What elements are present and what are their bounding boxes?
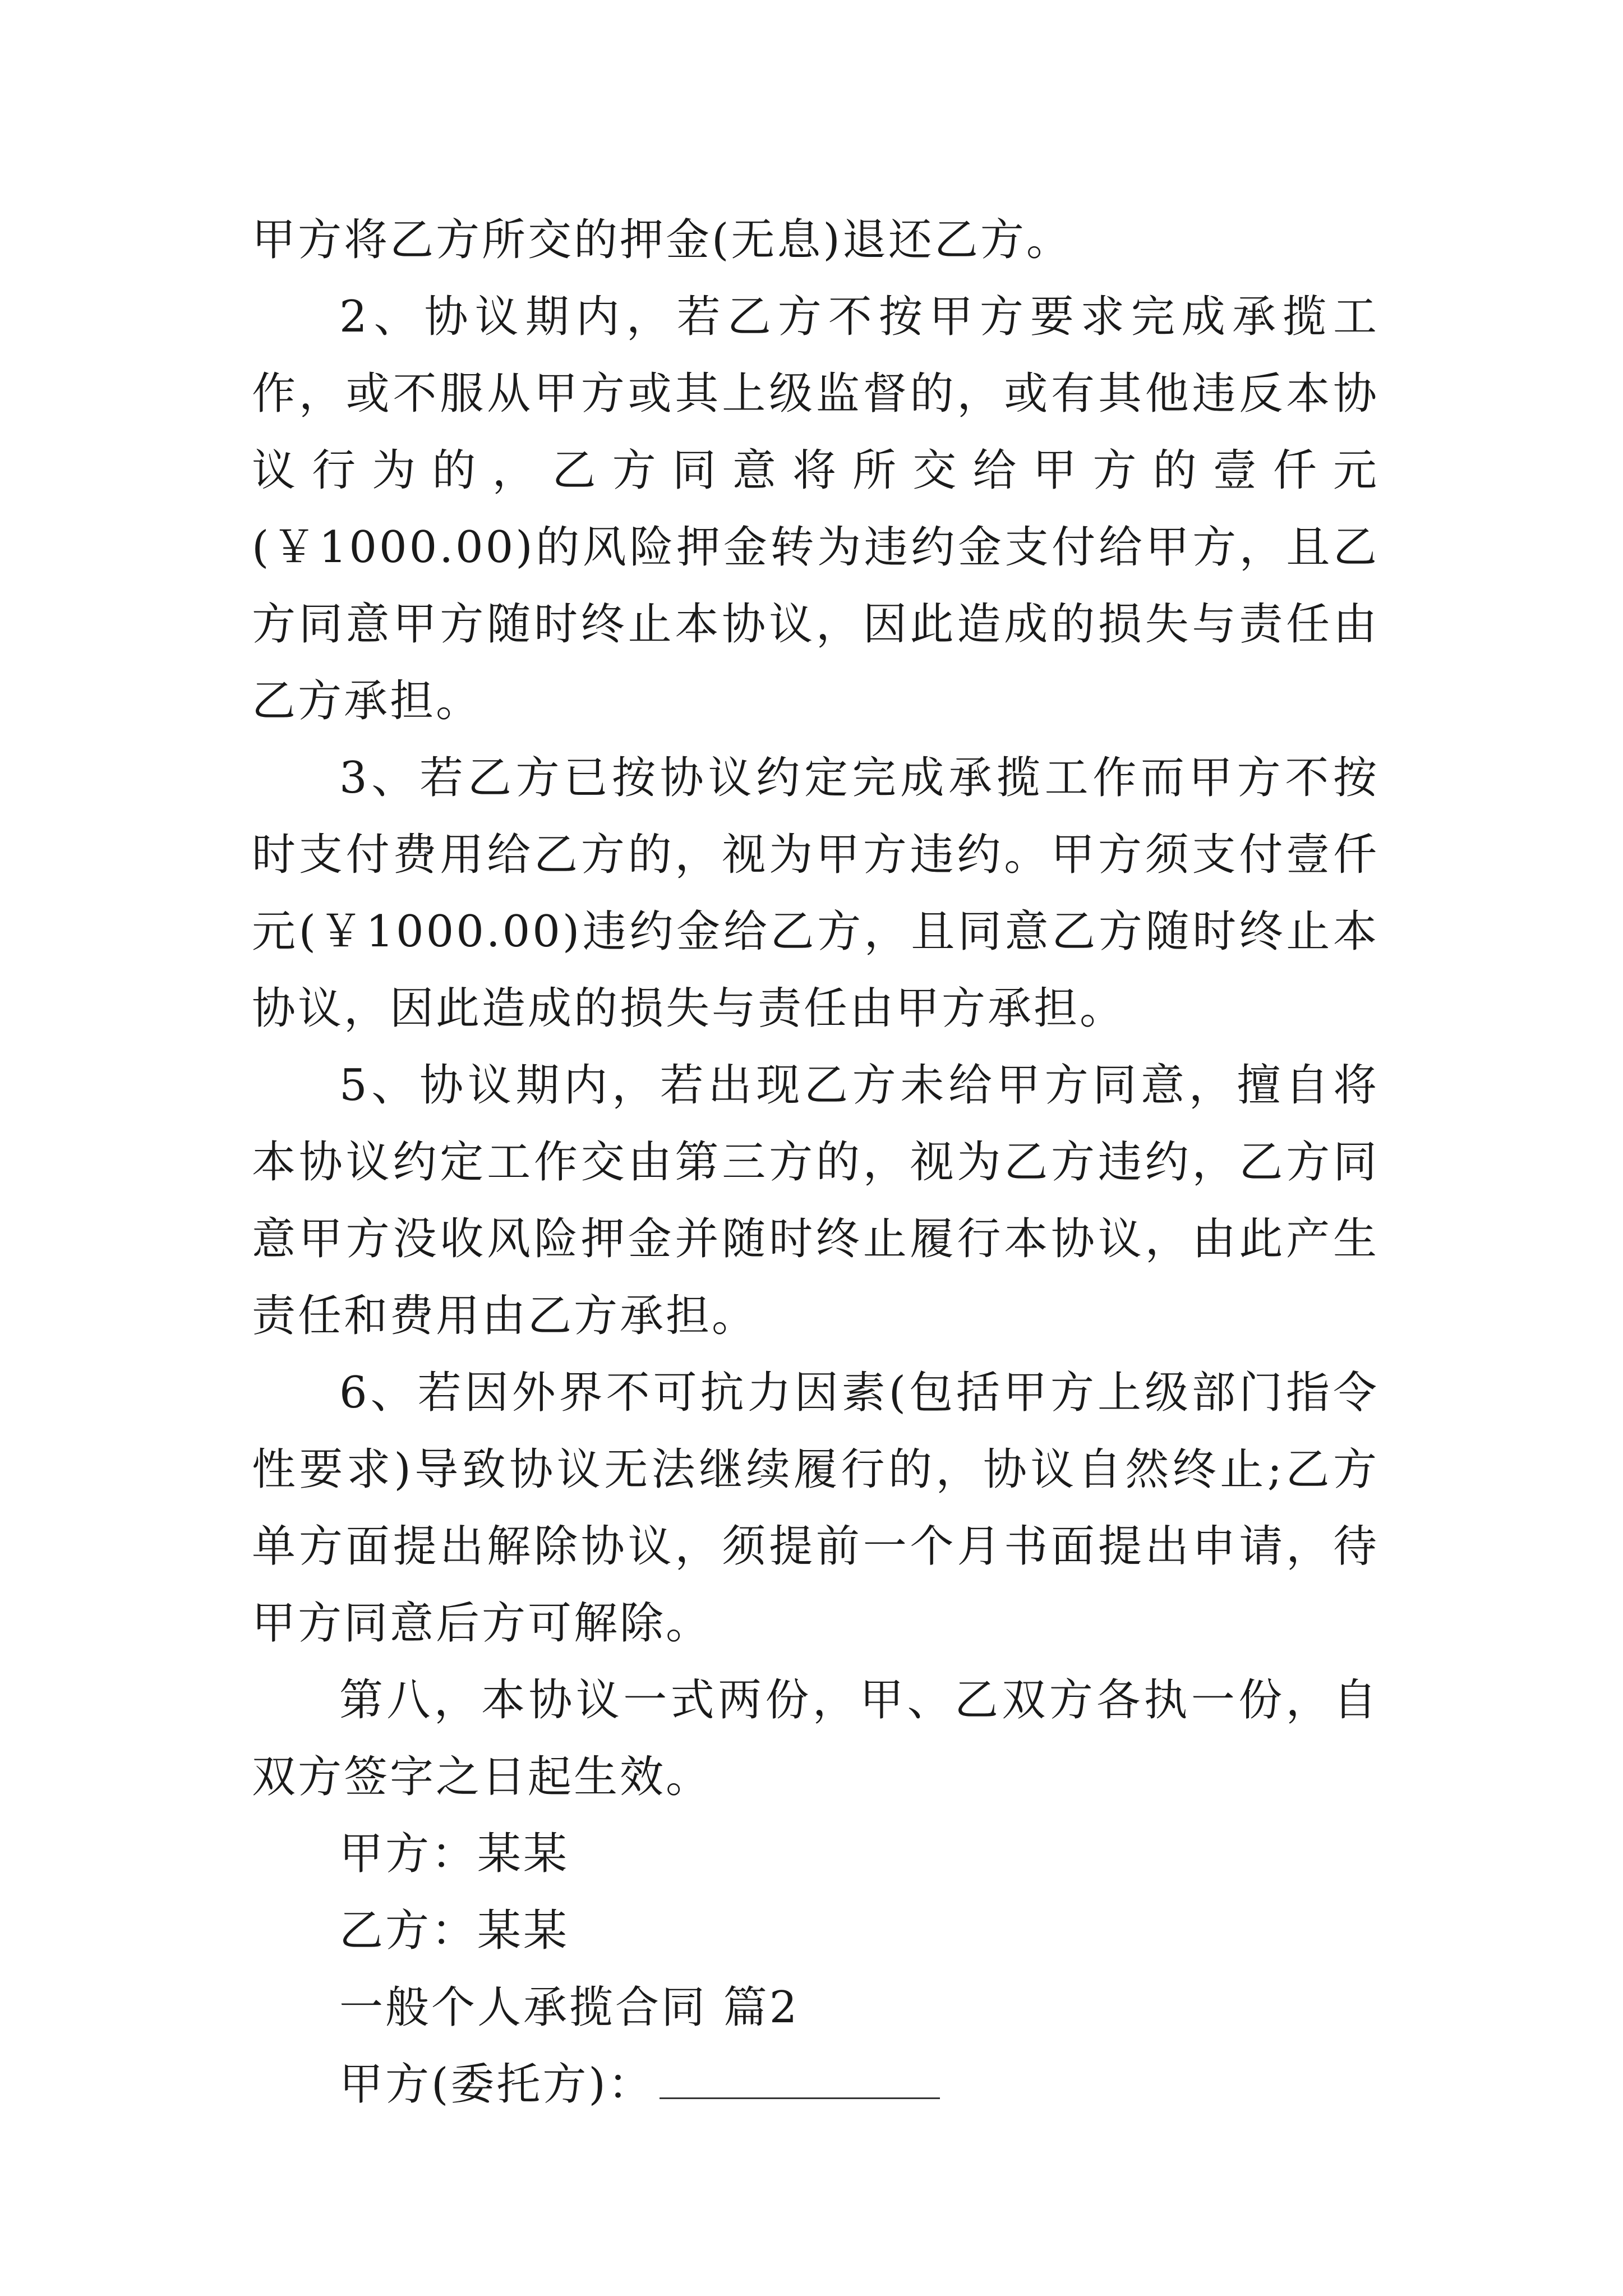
paragraph-clause-5: 5、协议期内，若出现乙方未给甲方同意，擅自将本协议约定工作交由第三方的，视为乙方违约，乙方同意甲方没收风险押金并随时终止履行本协议，由此产生责任和费用由乙方承担。 [252, 1060, 1379, 1341]
paragraph-clause-8: 第八，本协议一式两份，甲、乙双方各执一份，自双方签字之日起生效。 [252, 1675, 1379, 1802]
party-a-signature: 甲方：某某 [339, 1829, 570, 1879]
client-line [252, 2046, 1379, 2123]
client-blank-line [660, 2058, 940, 2099]
section-heading: 一般个人承揽合同 篇2 [339, 1982, 800, 2033]
paragraph-clause-2: 2、协议期内，若乙方不按甲方要求完成承揽工作，或不服从甲方或其上级监督的，或有其他违反本协议行为的，乙方同意将所交给甲方的壹仟元(￥1000.00)的风险押金转为违约金支付给甲方，且乙方同意甲方随时终止本协议，因此造成的损失与责任由乙方承担。 [252, 292, 1379, 726]
client-label: 甲方(委托方)： [339, 2059, 654, 2110]
paragraph-clause-3: 3、若乙方已按协议约定完成承揽工作而甲方不按时支付费用给乙方的，视为甲方违约。甲方须支付壹仟元(￥1000.00)违约金给乙方，且同意乙方随时终止本协议，因此造成的损失与责任由甲方承担。 [252, 753, 1379, 1034]
party-b-signature: 乙方：某某 [339, 1906, 570, 1956]
paragraph-clause-6: 6、若因外界不可抗力因素(包括甲方上级部门指令性要求)导致协议无法继续履行的，协议自然终止;乙方单方面提出解除协议，须提前一个月书面提出申请，待甲方同意后方可解除。 [252, 1368, 1379, 1649]
paragraph-deposit-refund: 甲方将乙方所交的押金(无息)退还乙方。 [252, 215, 1072, 265]
document-body [252, 202, 1379, 2123]
